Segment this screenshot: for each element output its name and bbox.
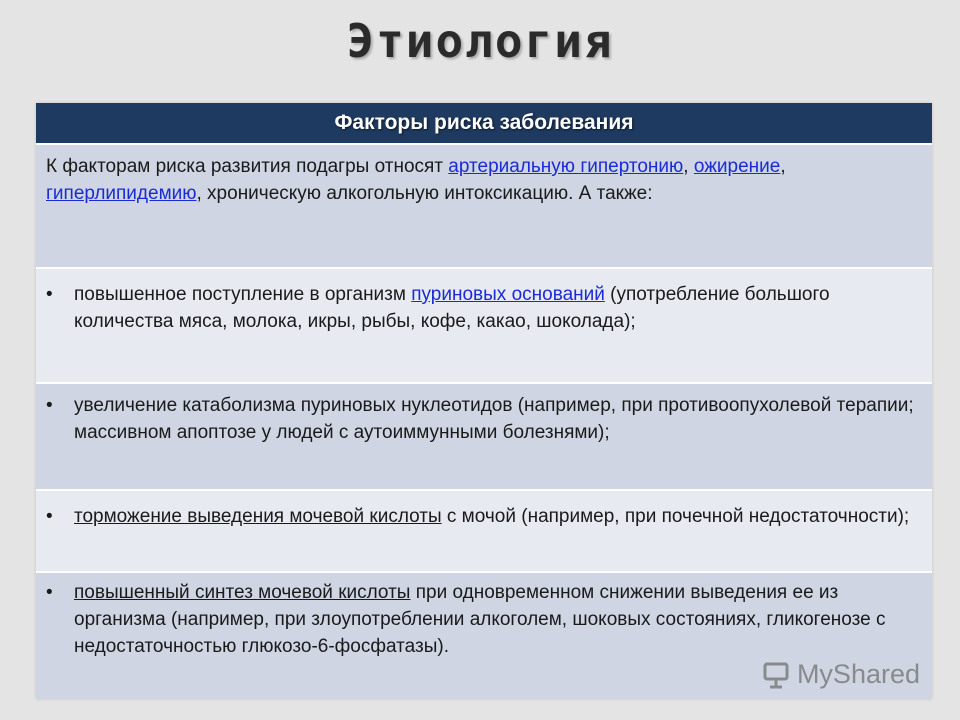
bullet-text-3 bbox=[74, 503, 918, 563]
bullet-row-2 bbox=[36, 384, 932, 491]
watermark-text: MyShared bbox=[796, 659, 920, 689]
watermark bbox=[761, 659, 920, 690]
intro-text-2: , bbox=[683, 156, 694, 177]
presentation-board-icon bbox=[761, 660, 791, 690]
bullet-4-text: при одновременном снижении выведения ее из организма (например, при злоупотреблении алкоголем, шоковых состояниях, гликогенозе с недостаточностью глюкозо-6-фосфатазы). bbox=[74, 582, 886, 657]
link-hyperlipidemia[interactable]: гиперлипидемию bbox=[46, 183, 197, 204]
bullet-text-2: увеличение катаболизма пуриновых нуклеотидов (например, при противоопухолевой терапии; массивном апоптозе у людей с аутоиммунными болезнями); bbox=[74, 395, 914, 443]
link-purine-bases[interactable]: пуриновых оснований bbox=[411, 284, 605, 305]
risk-factors-table bbox=[36, 103, 932, 699]
intro-text-4: , хроническую алкогольную интоксикацию. А также: bbox=[196, 183, 653, 204]
bullet-3-text: с мочой (например, при почечной недостаточности); bbox=[441, 506, 910, 527]
bullet-marker: • bbox=[46, 582, 53, 603]
bullet-marker: • bbox=[46, 284, 53, 305]
bullet-4-underlined: повышенный синтез мочевой кислоты bbox=[74, 582, 411, 603]
bullet-1-text-b: (употребление большого количества мяса, молока, икры, рыбы, кофе, какао, шоколада); bbox=[74, 284, 830, 332]
bullet-marker: • bbox=[46, 395, 53, 416]
intro-text-3: , bbox=[780, 156, 786, 177]
bullet-row-3 bbox=[36, 491, 932, 573]
bullet-row-1 bbox=[36, 269, 932, 384]
table-header: Факторы риска заболевания bbox=[36, 103, 932, 145]
bullet-3-underlined: торможение выведения мочевой кислоты bbox=[74, 506, 442, 527]
slide-title: Этиология bbox=[346, 14, 614, 68]
link-obesity[interactable]: ожирение bbox=[693, 156, 781, 177]
intro-row bbox=[36, 145, 932, 269]
bullet-marker: • bbox=[46, 506, 53, 527]
link-arterial-hypertension[interactable]: артериальную гипертонию bbox=[448, 156, 684, 177]
bullet-1-text-a: повышенное поступление в организм bbox=[74, 284, 412, 305]
bullet-text-1 bbox=[74, 281, 918, 374]
intro-text-1: К факторам риска развития подагры относят bbox=[46, 156, 449, 177]
